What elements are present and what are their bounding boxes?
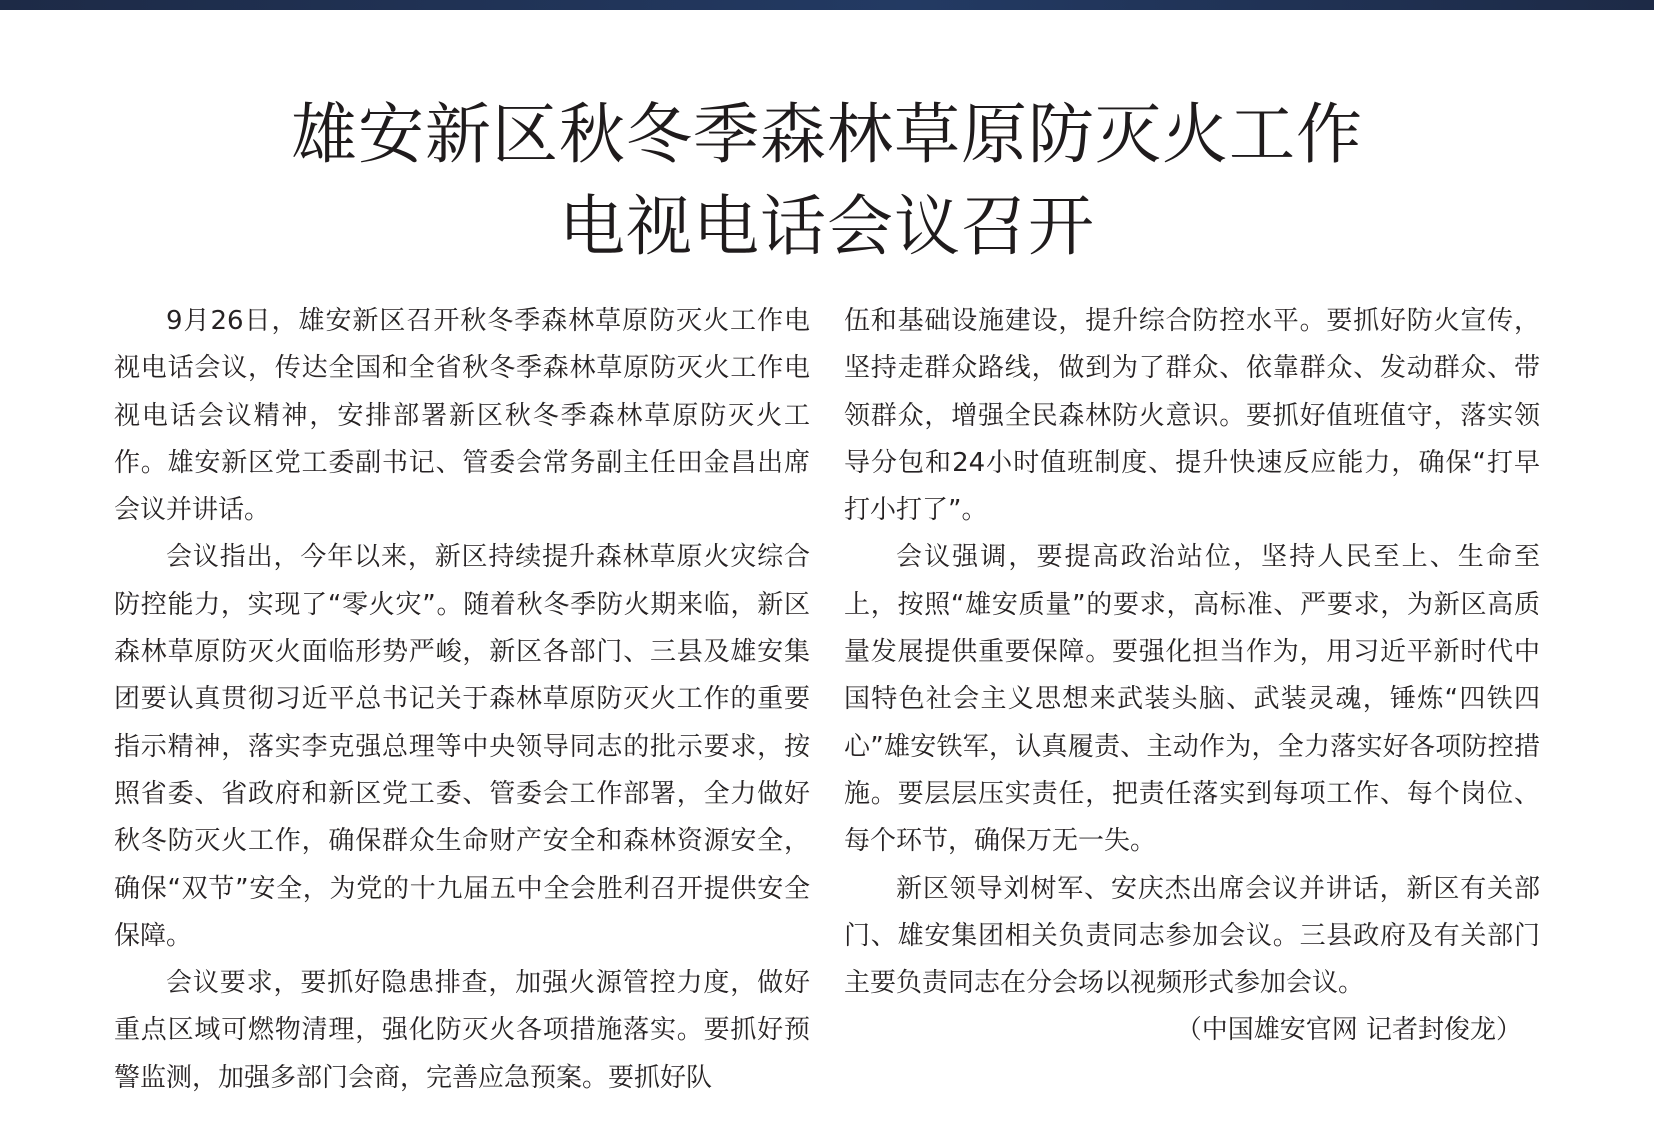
article-body [114,298,1540,1102]
article-byline: （中国雄安官网 记者封俊龙） [1175,1015,1522,1046]
headline-line-2: 电视电话会议召开 [559,188,1095,266]
paragraph-3-continued: 伍和基础设施建设，提升综合防控水平。要抓好防火宣传，坚持走群众路线，做到为了群众、依靠群众、发动群众、带领群众，增强全民森林防火意识。要抓好值班值守，落实领导分包和24小时值班制度、提升快速反应能力，确保“打早打小打了”。 [844,306,1540,526]
article-headline [0,89,1654,273]
column-right [844,298,1540,1102]
paragraph-5: 新区领导刘树军、安庆杰出席会议并讲话，新区有关部门、雄安集团相关负责同志参加会议。三县政府及有关部门主要负责同志在分会场以视频形式参加会议。 [844,873,1540,999]
column-left [114,298,810,1102]
paragraph-3: 会议要求，要抓好隐患排查，加强火源管控力度，做好重点区域可燃物清理，强化防灭火各项措施落实。要抓好预警监测，加强多部门会商，完善应急预案。要抓好队 [114,968,810,1093]
paragraph-4: 会议强调，要提高政治站位，坚持人民至上、生命至上，按照“雄安质量”的要求，高标准、严要求，为新区高质量发展提供重要保障。要强化担当作为，用习近平新时代中国特色社会主义思想来武装头脑、武装灵魂，锤炼“四铁四心”雄安铁军，认真履责、主动作为，全力落实好各项防控措施。要层层压实责任，把责任落实到每项工作、每个岗位、每个环节，确保万无一失。 [844,542,1540,857]
paragraph-1: 9月26日，雄安新区召开秋冬季森林草原防灭火工作电视电话会议，传达全国和全省秋冬季森林草原防灭火工作电视电话会议精神，安排部署新区秋冬季森林草原防灭火工作。雄安新区党工委副书记、管委会常务副主任田金昌出席会议并讲话。 [114,306,810,526]
top-header-band [0,0,1654,10]
paragraph-2: 会议指出，今年以来，新区持续提升森林草原火灾综合防控能力，实现了“零火灾”。随着秋冬季防火期来临，新区森林草原防灭火面临形势严峻，新区各部门、三县及雄安集团要认真贯彻习近平总书记关于森林草原防灭火工作的重要指示精神，落实李克强总理等中央领导同志的批示要求，按照省委、省政府和新区党工委、管委会工作部署，全力做好秋冬防灭火工作，确保群众生命财产安全和森林资源安全，确保“双节”安全，为党的十九届五中全会胜利召开提供安全保障。 [114,542,810,951]
headline-line-1: 雄安新区秋冬季森林草原防灭火工作 [291,96,1363,174]
